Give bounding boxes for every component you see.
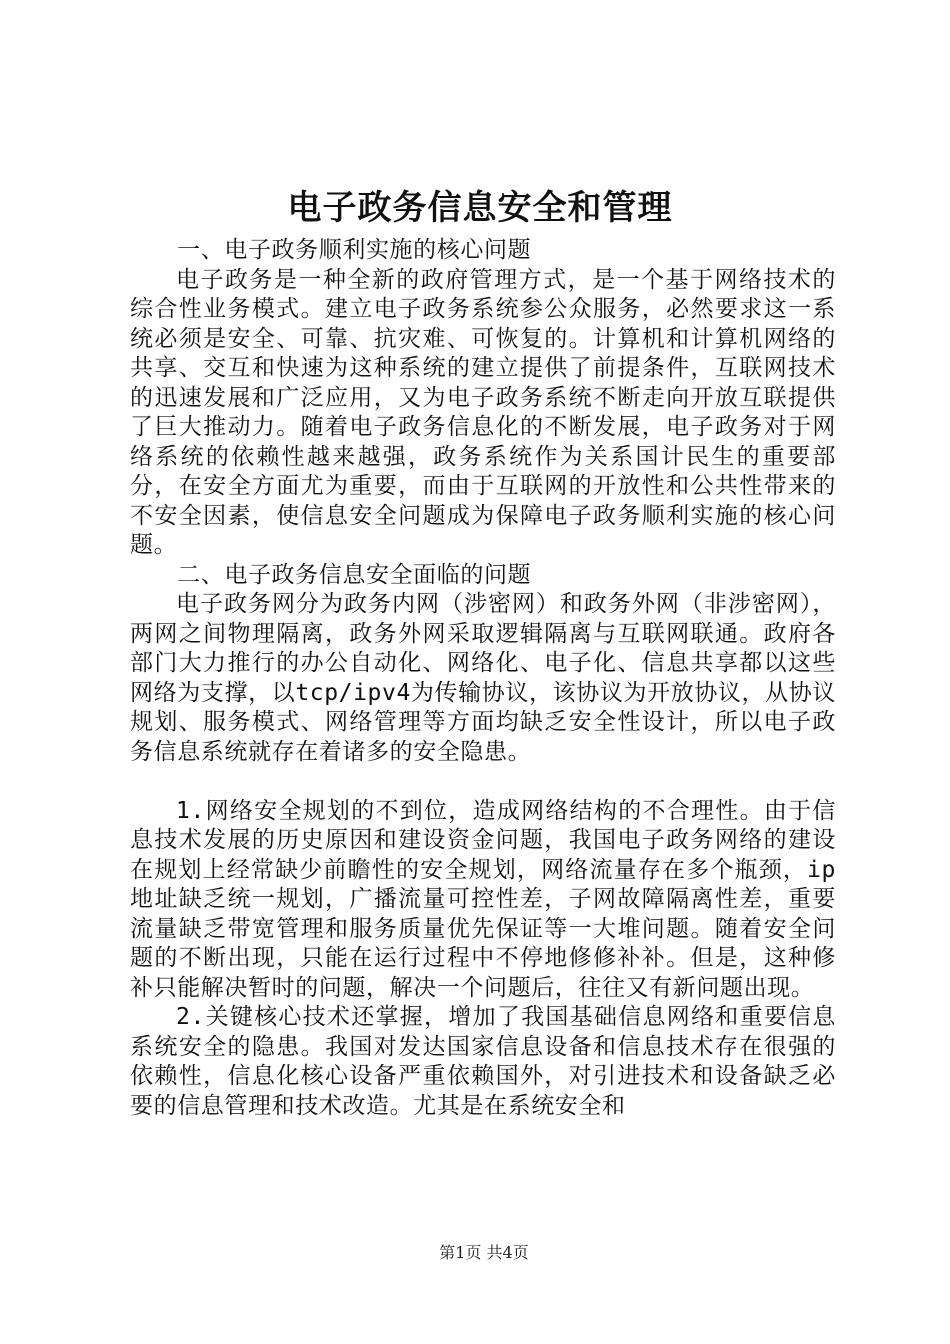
page-number-footer: 第1页 共4页	[439, 1243, 529, 1262]
section-heading-1: 一、电子政务顺利实施的核心问题	[177, 237, 532, 263]
paragraph-3: 1.网络安全规划的不到位，造成网络结构的不合理性。由于信息技术发展的历史原因和建设资金问题，我国电子政务网络的建设在规划上经常缺少前瞻性的安全规划，网络流量存在多个瓶颈，ip地址缺乏统一规划，广播流量可控性差，子网故障隔离性差，重要流量缺乏带宽管理和服务质量优先保证等一大堆问题。随着安全问题的不断出现，只能在运行过程中不停地修修补补。但是，这种修补只能解决暂时的问题，解决一个问题后，往往又有新问题出现。	[130, 797, 836, 1001]
paragraph-1: 电子政务是一种全新的政府管理方式，是一个基于网络技术的综合性业务模式。建立电子政务系统参公众服务，必然要求这一系统必须是安全、可靠、抗灾难、可恢复的。计算机和计算机网络的共享、交互和快速为这种系统的建立提供了前提条件，互联网技术的迅速发展和广泛应用，又为电子政务系统不断走向开放互联提供了巨大推动力。随着电子政务信息化的不断发展，电子政务对于网络系统的依赖性越来越强，政务系统作为关系国计民生的重要部分，在安全方面尤为重要，而由于互联网的开放性和公共性带来的不安全因素，使信息安全问题成为保障电子政务顺利实施的核心问题。	[130, 266, 836, 558]
paragraph-2: 电子政务网分为政务内网（涉密网）和政务外网（非涉密网），两网之间物理隔离，政务外网采取逻辑隔离与互联网联通。政府各部门大力推行的办公自动化、网络化、电子化、信息共享都以这些网络为支撑，以tcp/ipv4为传输协议，该协议为开放协议，从协议规划、服务模式、网络管理等方面均缺乏安全性设计，所以电子政务信息系统就存在着诸多的安全隐患。	[130, 591, 836, 765]
document-title: 电子政务信息安全和管理	[287, 188, 673, 228]
document-body	[130, 236, 836, 1121]
paragraph-spacer	[130, 767, 836, 797]
paragraph-4: 2.关键核心技术还掌握，增加了我国基础信息网络和重要信息系统安全的隐患。我国对发达国家信息设备和信息技术存在很强的依赖性，信息化核心设备严重依赖国外，对引进技术和设备缺乏必要的信息管理和技术改造。尤其是在系统安全和	[130, 1004, 836, 1119]
section-heading-2: 二、电子政务信息安全面临的问题	[177, 561, 532, 588]
